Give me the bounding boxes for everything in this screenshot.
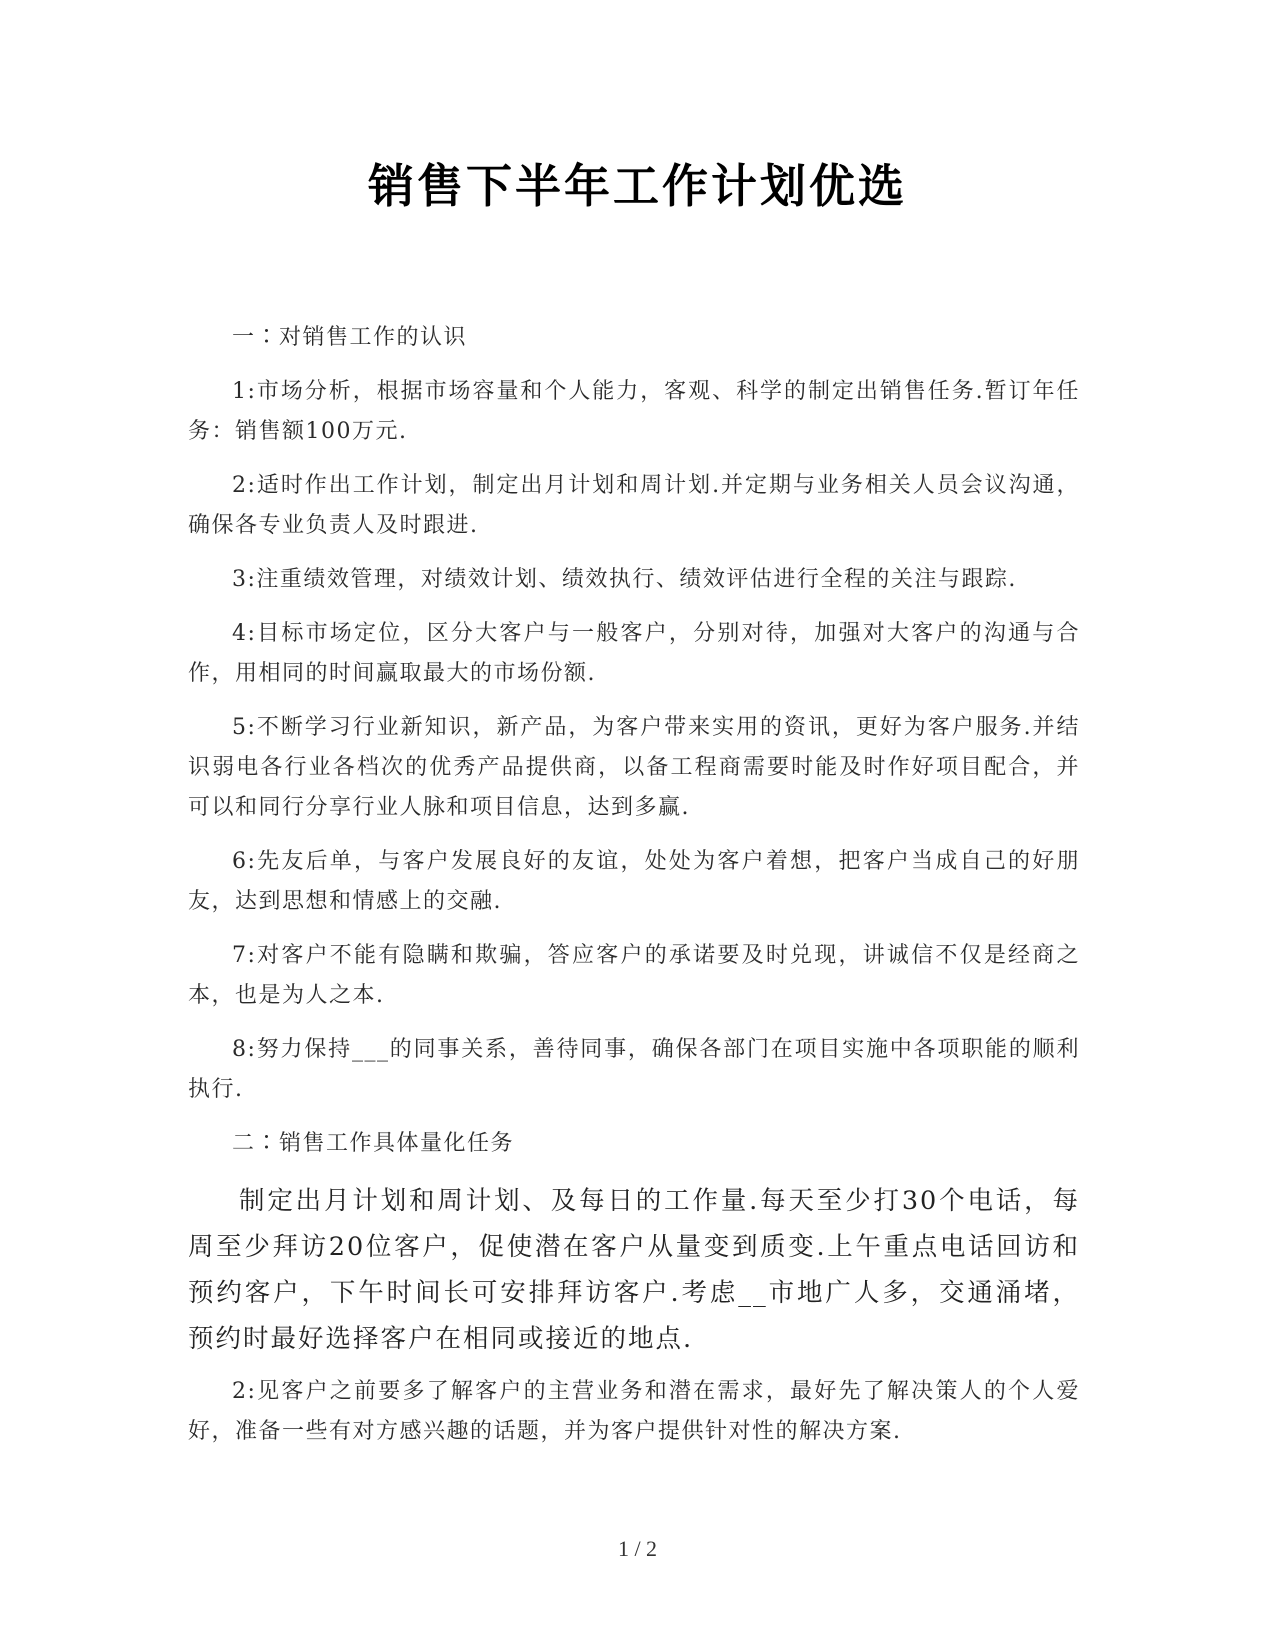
paragraph-customer-prep: 2:见客户之前要多了解客户的主营业务和潜在需求，最好先了解决策人的个人爱好，准备一些有对方感兴趣的话题，并为客户提供针对性的解决方案. (188, 1379, 1080, 1444)
paragraph-5: 5:不断学习行业新知识，新产品，为客户带来实用的资讯，更好为客户服务.并结识弱电各行业各档次的优秀产品提供商，以备工程商需要时能及时作好项目配合，并可以和同行分享行业人脉和项目信息，达到多赢. (188, 715, 1080, 820)
paragraph-1: 1:市场分析，根据市场容量和个人能力，客观、科学的制定出销售任务.暂订年任务：销售额100万元. (188, 379, 1080, 444)
document-title: 销售下半年工作计划优选 (368, 159, 907, 213)
paragraph-8: 8:努力保持___的同事关系，善待同事，确保各部门在项目实施中各项职能的顺利执行. (188, 1037, 1080, 1102)
paragraph-3: 3:注重绩效管理，对绩效计划、绩效执行、绩效评估进行全程的关注与跟踪. (232, 567, 1017, 592)
paragraph-2: 2:适时作出工作计划，制定出月计划和周计划.并定期与业务相关人员会议沟通，确保各专业负责人及时跟进. (188, 473, 1080, 538)
paragraph-6: 6:先友后单，与客户发展良好的友谊，处处为客户着想，把客户当成自己的好朋友，达到思想和情感上的交融. (188, 849, 1080, 914)
paragraph-4: 4:目标市场定位，区分大客户与一般客户，分别对待，加强对大客户的沟通与合作，用相同的时间赢取最大的市场份额. (188, 621, 1080, 686)
section-heading-2: 二∶销售工作具体量化任务 (232, 1131, 515, 1156)
section-heading-1: 一∶对销售工作的认识 (232, 325, 468, 350)
paragraph-7: 7:对客户不能有隐瞒和欺骗，答应客户的承诺要及时兑现，讲诚信不仅是经商之本，也是为人之本. (188, 943, 1080, 1008)
page-number: 1 / 2 (617, 1536, 658, 1561)
paragraph-quantified-tasks: 制定出月计划和周计划、及每日的工作量.每天至少打30个电话，每周至少拜访20位客户，促使潜在客户从量变到质变.上午重点电话回访和预约客户，下午时间长可安排拜访客户.考虑__市地广人多，交通涌堵，预约时最好选择客户在相同或接近的地点. (188, 1186, 1080, 1354)
document-body (188, 318, 1080, 1466)
